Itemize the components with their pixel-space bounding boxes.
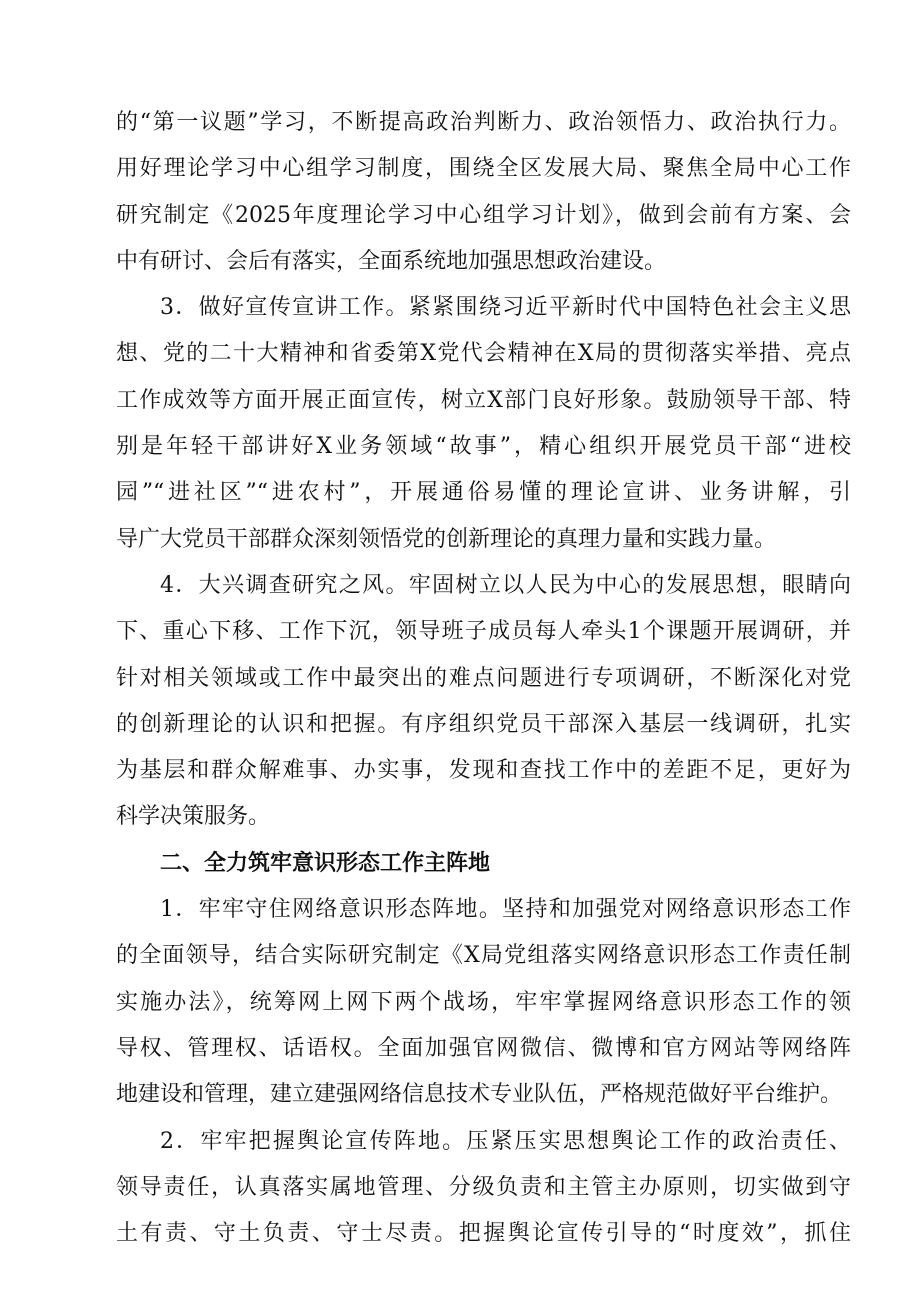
body-line: 的“第一议题”学习，不断提高政治判断力、政治领悟力、政治执行力。 [116, 110, 851, 135]
body-line: 工作成效等方面开展正面宣传，树立X部门良好形象。鼓励领导干部、特 [116, 387, 851, 413]
body-line: 别是年轻干部讲好X业务领域“故事”，精心组织开展党员干部“进校 [116, 434, 851, 460]
body-line: 土有责、守土负责、守士尽责。把握舆论宣传引导的“时度效”，抓住 [116, 1221, 851, 1247]
body-line: 的创新理论的认识和把握。有序组织党员干部深入基层一线调研，扎实 [116, 711, 851, 737]
body-line: 想、党的二十大精神和省委第X党代会精神在X局的贯彻落实举措、亮点 [116, 341, 851, 367]
body-line: 领导责任，认真落实属地管理、分级负责和主管主办原则，切实做到守 [116, 1174, 851, 1200]
body-line: 导广大党员干部群众深刻领悟党的创新理论的真理力量和实践力量。 [116, 526, 777, 552]
body-line: 为基层和群众解难事、办实事，发现和查找工作中的差距不足，更好为 [116, 758, 851, 784]
body-line: 用好理论学习中心组学习制度，围绕全区发展大局、聚焦全局中心工作 [116, 156, 851, 182]
paragraph-3-first-line: 3．做好宣传宣讲工作。紧紧围绕习近平新时代中国特色社会主义思 [160, 295, 851, 321]
body-line: 实施办法》，统筹网上网下两个战场，牢牢掌握网络意识形态工作的领 [116, 989, 851, 1015]
body-line: 导权、管理权、话语权。全面加强官网微信、微博和官方网站等网络阵 [116, 1035, 851, 1061]
body-line: 园”“进社区”“进农村”，开展通俗易懂的理论宣讲、业务讲解，引 [116, 480, 851, 506]
body-line: 地建设和管理，建立建强网络信息技术专业队伍，严格规范做好平台维护。 [116, 1082, 843, 1108]
paragraph-4-first-line: 4．大兴调查研究之风。牢固树立以人民为中心的发展思想，眼睛向 [160, 572, 851, 598]
paragraph-1-first-line: 1．牢牢守住网络意识形态阵地。坚持和加强党对网络意识形态工作 [160, 897, 851, 923]
body-line: 科学决策服务。 [116, 804, 271, 830]
body-line: 针对相关领域或工作中最突出的难点问题进行专项调研，不断深化对党 [116, 665, 851, 691]
section-heading: 二、全力筑牢意识形态工作主阵地 [160, 850, 491, 876]
document-body [116, 100, 851, 1257]
body-line: 下、重心下移、工作下沉，领导班子成员每人牵头1个课题开展调研，并 [116, 619, 851, 645]
paragraph-2-first-line: 2．牢牢把握舆论宣传阵地。压紧压实思想舆论工作的政治责任、 [160, 1128, 851, 1154]
body-line: 的全面领导，结合实际研究制定《X局党组落实网络意识形态工作责任制 [116, 943, 851, 969]
body-line: 研究制定《2025年度理论学习中心组学习计划》，做到会前有方案、会 [116, 202, 851, 228]
body-line: 中有研讨、会后有落实，全面系统地加强思想政治建设。 [116, 248, 667, 274]
